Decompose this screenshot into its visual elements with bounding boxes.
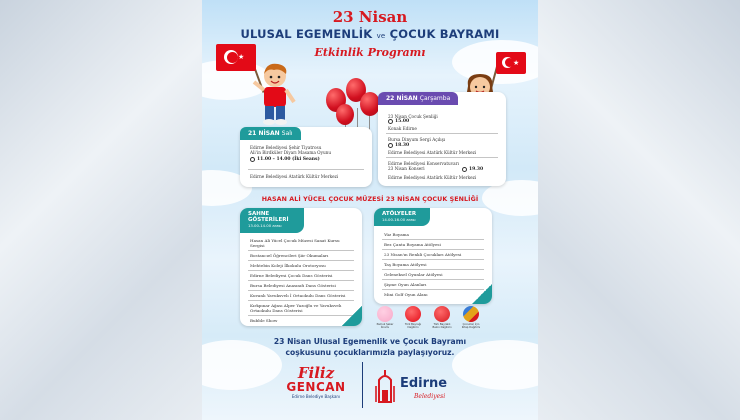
stage-heading-1: SAHNE	[248, 211, 270, 217]
stage-item: Bostancıel Öğrencileri Şiir Okumaları	[250, 253, 329, 258]
turkish-flag-icon: ★	[496, 52, 526, 74]
day21-weekday: Salı	[281, 130, 293, 137]
corner-curl	[342, 306, 362, 326]
clock-icon	[388, 119, 393, 124]
day21-date: 21 NİSAN	[248, 130, 280, 137]
closing-line1: 23 Nisan Ulusal Egemenlik ve Çocuk Bayramı	[273, 337, 467, 346]
workshop-item: Taş Boyama Atölyesi	[384, 262, 427, 267]
title-part2: ÇOCUK BAYRAMI	[389, 27, 500, 41]
divider	[382, 239, 484, 240]
workshop-item: 23 Nisan'ın Renkli Çocukları Atölyesi	[384, 252, 462, 257]
background-right	[538, 0, 740, 420]
activity-books	[460, 306, 482, 329]
day21-time	[250, 157, 320, 162]
divider	[248, 300, 354, 301]
workshops-header	[374, 208, 430, 226]
day21-line2: Ali'in Birdküler Diyarı Masama Oyunu	[250, 150, 332, 155]
poster-date-title: 23 Nisan	[332, 8, 408, 26]
mayor-last-name: GENCAN	[286, 380, 346, 394]
stage-item: Kırkpınar Ağası Alper Yazoğlu ve Yavuksvelı Ortaokulu Dans Gösterisi	[250, 303, 342, 313]
day22-weekday: Çarşamba	[419, 95, 451, 102]
flag-icon	[405, 306, 421, 322]
divider	[382, 269, 484, 270]
stage-item: Bubble Show	[250, 318, 278, 323]
divider	[248, 290, 354, 291]
poster-subtitle: Etkinlik Programı	[314, 46, 426, 59]
day22-event3-title: Edirne Belediyesi Konservatuvarı 23 Nisan Konseri	[388, 161, 459, 171]
stage-heading-2: GÖSTERİLERİ	[248, 217, 289, 223]
day22-event2-place: Edirne Belediyesi Atatürk Kültür Merkezi	[388, 150, 477, 155]
stage-shows-header	[240, 208, 304, 233]
activity-label: Türk Bayrağı Dağıtımı	[404, 323, 422, 329]
background-left	[0, 0, 202, 420]
divider	[248, 270, 354, 271]
title-part1: ULUSAL EGEMENLİK	[240, 27, 373, 41]
day22-date: 22 NİSAN	[386, 95, 418, 102]
stage-item: Hasan Ali Yücel Çocuk Müzesi Sanat Kursu Sergisi	[250, 238, 340, 248]
municipality-name: Edirne	[400, 376, 448, 391]
activity-label: Türk Bayraklı Balon Dağıtımı	[432, 323, 452, 329]
stage-item: Mehtebin Koleji İlkokulu Orotoryosu	[250, 263, 326, 268]
balloon-icon	[434, 306, 450, 322]
divider	[382, 289, 484, 290]
day21-header	[240, 127, 301, 140]
day21-place: Edirne Belediyesi Atatürk Kültür Merkezi	[250, 174, 339, 179]
workshop-item: Bez Çanta Boyama Atölyesi	[384, 242, 441, 247]
time-text: 19.30	[469, 167, 484, 172]
footer-divider	[362, 362, 363, 408]
edirne-logo-icon	[374, 368, 396, 404]
stage-item: Kuvanlı Yavuksvelı İ Ortaokulu Dans Gösterisi	[250, 293, 346, 298]
divider	[248, 260, 354, 261]
workshop-item: Geleneksel Oyunlar Atölyesi	[384, 272, 443, 277]
balloon-icon	[360, 92, 380, 116]
day22-event1-title: 23 Nisan Çocuk Şenliği	[388, 114, 438, 119]
time-text: 15.00	[395, 119, 410, 124]
day22-event1-place: Konak Edirne	[388, 126, 417, 131]
stage-item: Edirne Belediyesi Çocuk Dans Gösterisi	[250, 273, 333, 278]
activity-label: Çocuklar İçin Kitap Dağıtımı	[461, 323, 481, 329]
mayor-signature	[280, 366, 352, 400]
mayor-first-name: Filiz	[297, 364, 335, 382]
day22-event1-time	[388, 119, 409, 124]
day22-header	[378, 92, 458, 105]
workshop-item: Yüz Boyama	[384, 232, 409, 237]
workshops-time: 14.00-16.00 arası	[382, 217, 416, 222]
mayor-title: Edirne Belediye Başkanı	[291, 394, 341, 399]
day22-card	[378, 92, 506, 186]
boy-illustration-icon	[250, 62, 300, 130]
workshops-heading: ATÖLYELER	[382, 211, 417, 217]
day21-line1: Edirne Belediyesi Şehir Tiyatrosu	[250, 145, 322, 150]
books-icon	[463, 306, 479, 322]
activity-cotton-candy	[374, 306, 396, 329]
clock-icon	[462, 167, 467, 172]
divider	[248, 280, 354, 281]
workshops-card	[374, 208, 492, 304]
closing-line2: coşkusunu çocuklarımızla paylaşıyoruz.	[285, 348, 455, 357]
time-text: 11.00 – 14.00 (İki Seans)	[257, 157, 320, 162]
time-text: 18.30	[395, 143, 410, 148]
cotton-candy-icon	[377, 306, 393, 322]
activity-label: Pamuk Şeker İkramı	[376, 323, 394, 329]
day22-event3-place: Edirne Belediyesi Atatürk Kültür Merkezi	[388, 175, 477, 180]
day22-event3-time	[462, 167, 483, 172]
activity-flag	[402, 306, 424, 329]
day22-event2-time	[388, 143, 409, 148]
title-ve: ve	[376, 32, 386, 40]
poster-main-title	[202, 27, 538, 41]
event-poster	[202, 0, 538, 420]
balloon-icon	[336, 104, 354, 125]
clock-icon	[388, 143, 393, 148]
divider	[248, 315, 354, 316]
activity-balloon	[431, 306, 453, 329]
day22-event2-title: Bursa Dinyum Sergi Açılışı	[388, 137, 446, 142]
divider	[248, 169, 364, 170]
workshop-item: Şişme Oyun Alanları	[384, 282, 427, 287]
divider	[382, 279, 484, 280]
stage-time: 13.00-14.00 arası	[248, 223, 282, 228]
turkish-flag-icon: ★	[216, 44, 256, 71]
divider	[382, 259, 484, 260]
clock-icon	[250, 157, 255, 162]
divider	[386, 157, 498, 158]
day21-card	[240, 127, 372, 187]
stage-shows-card	[240, 208, 362, 326]
corner-curl	[472, 284, 492, 304]
workshop-item: Mini Golf Oyun Alanı	[384, 292, 428, 297]
stage-item: Bursa Belediyesi Anasınıfı Dans Gösterisi	[250, 283, 336, 288]
divider	[386, 133, 498, 134]
divider	[382, 249, 484, 250]
divider	[248, 250, 354, 251]
municipality-sub: Belediyesi	[414, 393, 446, 400]
festival-title: HASAN ALİ YÜCEL ÇOCUK MÜZESİ 23 NİSAN ÇOCUK ŞENLİĞİ	[261, 196, 479, 203]
